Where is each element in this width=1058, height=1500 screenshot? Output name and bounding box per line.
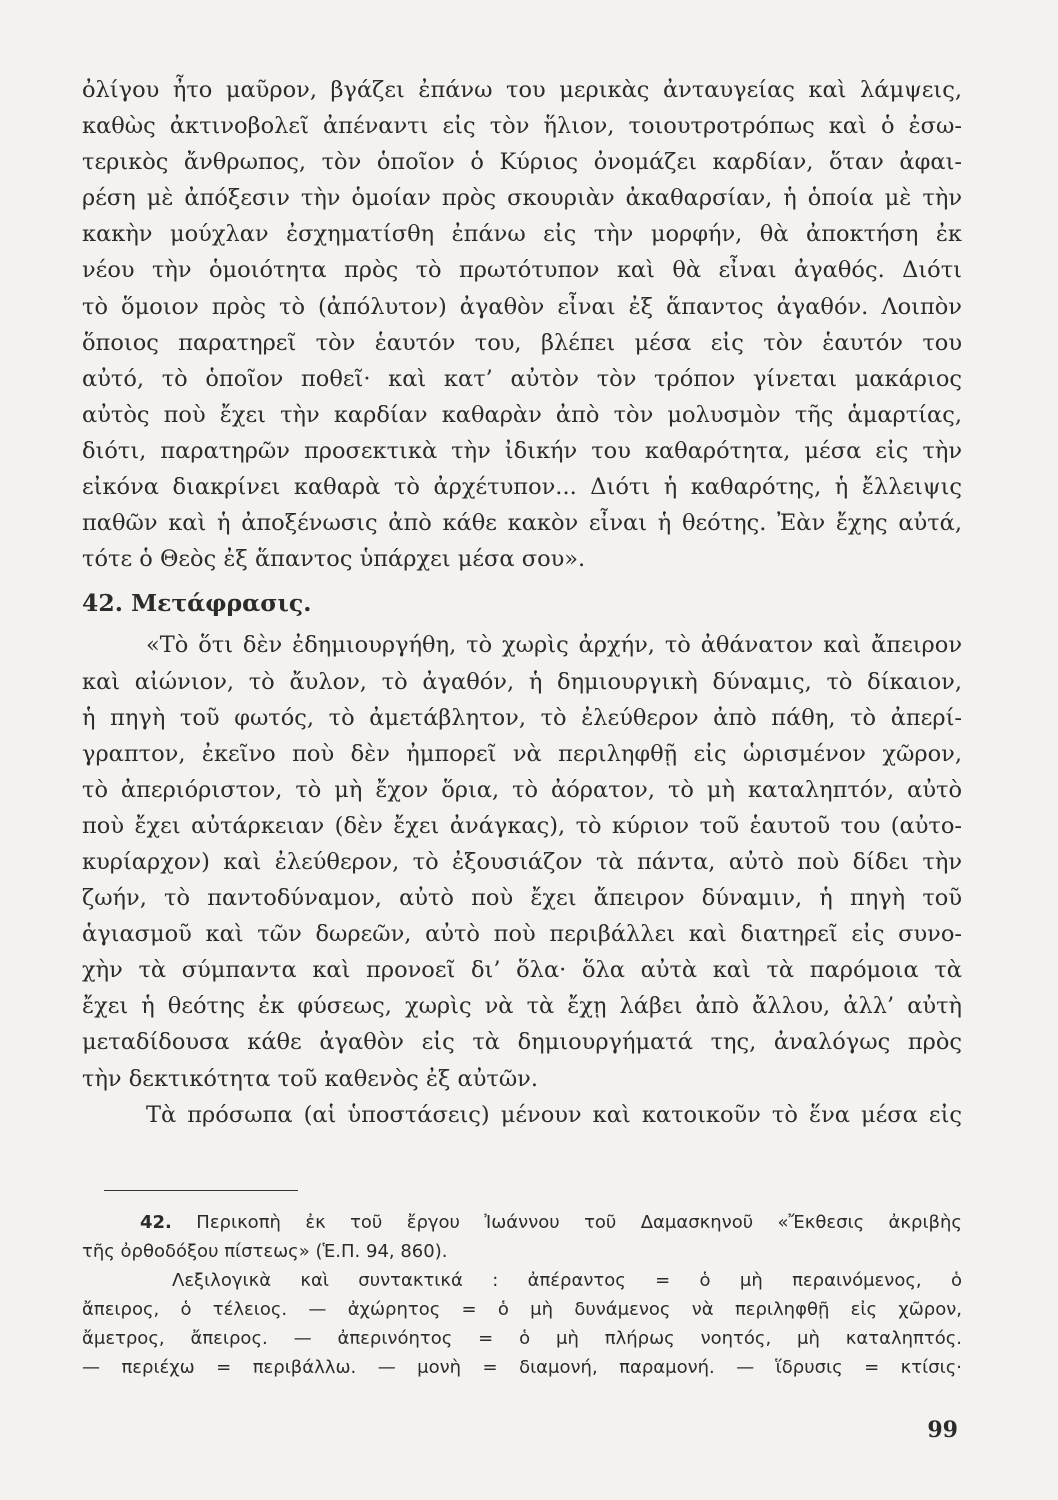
text-line: παθῶν καὶ ἡ ἀποξένωσις ἀπὸ κάθε κακὸν εἶναι ἡ θεότης. Ἐὰν ἔχης αὐτά, (82, 510, 962, 537)
text-line: μεταδίδουσα κάθε ἀγαθὸν εἰς τὰ δημιουργήματά της, ἀναλόγως πρὸς (82, 1029, 962, 1056)
footnote-line: ἄμετρος, ἄπειρος. — ἀπερινόητος = ὁ μὴ πλήρως νοητός, μὴ καταληπτός. (82, 1328, 962, 1349)
text-line: τὸ ὅμοιον πρὸς τὸ (ἀπόλυτον) ἀγαθὸν εἶναι ἐξ ἅπαντος ἀγαθόν. Λοιπὸν (82, 293, 962, 320)
text-line: κυρίαρχον) καὶ ἐλεύθερον, τὸ ἐξουσιάζον τὰ πάντα, αὐτὸ ποὺ δίδει τὴν (82, 848, 962, 875)
text-line: ὀλίγου ἦτο μαῦρον, βγάζει ἐπάνω του μερικὰς ἀνταυγείας καὶ λάμψεις, (82, 77, 962, 103)
text-line: τὴν δεκτικότητα τοῦ καθενὸς ἐξ αὐτῶν. (82, 1065, 538, 1092)
text-line: τερικὸς ἄνθρωπος, τὸν ὁποῖον ὁ Κύριος ὀνομάζει καρδίαν, ὅταν ἀφαι- (82, 149, 962, 176)
text-line: διότι, παρατηρῶν προσεκτικὰ τὴν ἰδικήν του καθαρότητα, μέσα εἰς τὴν (82, 437, 962, 464)
text-line: εἰκόνα διακρίνει καθαρὰ τὸ ἀρχέτυπον... Διότι ἡ καθαρότης, ἡ ἔλλειψις (82, 474, 962, 501)
page-number: 99 (927, 1417, 958, 1443)
text-line: νέου τὴν ὁμοιότητα πρὸς τὸ πρωτότυπον καὶ θὰ εἶναι ἀγαθός. Διότι (82, 257, 962, 284)
text-line: ζωήν, τὸ παντοδύναμον, αὐτὸ ποὺ ἔχει ἄπειρον δύναμιν, ἡ πηγὴ τοῦ (82, 885, 962, 912)
text-line: τὸ ἀπεριόριστον, τὸ μὴ ἔχον ὅρια, τὸ ἀόρατον, τὸ μὴ καταληπτόν, αὐτὸ (82, 776, 962, 803)
footnote-rule (104, 1190, 298, 1191)
text-line: «Τὸ ὅτι δὲν ἐδημιουργήθη, τὸ χωρὶς ἀρχήν, τὸ ἀθάνατον καὶ ἄπειρον (146, 632, 962, 659)
footnote-number: 42. (140, 1212, 172, 1233)
text-line: ρέση μὲ ἀπόξεσιν τὴν ὁμοίαν πρὸς σκουριὰν ἀκαθαρσίαν, ἡ ὁποία μὲ τὴν (82, 185, 962, 212)
footnotes (82, 1208, 962, 1382)
text-line: χὴν τὰ σύμπαντα καὶ προνοεῖ δι’ ὅλα· ὅλα αὐτὰ καὶ τὰ παρόμοια τὰ (82, 957, 962, 984)
footnote-line: τῆς ὀρθοδόξου πίστεως» (Ἑ.Π. 94, 860). (82, 1241, 448, 1262)
footnote-line: ἄπειρος, ὁ τέλειος. — ἀχώρητος = ὁ μὴ δυνάμενος νὰ περιληφθῇ εἰς χῶρον, (82, 1299, 962, 1320)
footnote-text: Περικοπὴ ἐκ τοῦ ἔργου Ἰωάννου τοῦ Δαμασκηνοῦ «Ἔκθεσις ἀκριβὴς (196, 1212, 962, 1233)
text-line: τότε ὁ Θεὸς ἐξ ἅπαντος ὑπάρχει μέσα σου». (82, 546, 586, 573)
footnote-line: Λεξιλογικὰ καὶ συντακτικά : ἀπέραντος = ὁ μὴ περαινόμενος, ὁ (172, 1270, 962, 1291)
text-line: Τὰ πρόσωπα (αἱ ὑποστάσεις) μένουν καὶ κατοικοῦν τὸ ἕνα μέσα εἰς (146, 1101, 962, 1128)
footnote-line: — περιέχω = περιβάλλω. — μονὴ = διαμονή, παραμονή. — ἵδρυσις = κτίσις· (82, 1357, 962, 1378)
text-line: ποὺ ἔχει αὐτάρκειαν (δὲν ἔχει ἀνάγκας), τὸ κύριον τοῦ ἑαυτοῦ του (αὐτο- (82, 812, 962, 839)
text-line: κακὴν μούχλαν ἐσχηματίσθη ἐπάνω εἰς τὴν μορφήν, θὰ ἀποκτήση ἐκ (82, 221, 962, 248)
section-heading: 42. Μετάφρασις. (82, 589, 312, 618)
text-line: γραπτον, ἐκεῖνο ποὺ δὲν ἠμπορεῖ νὰ περιληφθῇ εἰς ὡρισμένον χῶρον, (82, 740, 962, 767)
text-line: καὶ αἰώνιον, τὸ ἄυλον, τὸ ἀγαθόν, ἡ δημιουργικὴ δύναμις, τὸ δίκαιον, (82, 668, 962, 695)
text-line: ἔχει ἡ θεότης ἐκ φύσεως, χωρὶς νὰ τὰ ἔχῃ λάβει ἀπὸ ἄλλου, ἀλλ’ αὐτὴ (82, 993, 962, 1020)
text-line: ἡ πηγὴ τοῦ φωτός, τὸ ἀμετάβλητον, τὸ ἐλεύθερον ἀπὸ πάθη, τὸ ἀπερί- (82, 704, 962, 731)
text-line: ὅποιος παρατηρεῖ τὸν ἑαυτόν του, βλέπει μέσα εἰς τὸν ἑαυτόν του (82, 329, 962, 356)
text-line: αὐτὸς ποὺ ἔχει τὴν καρδίαν καθαρὰν ἀπὸ τὸν μολυσμὸν τῆς ἁμαρτίας, (82, 401, 962, 428)
main-text (82, 72, 962, 1133)
text-line: ἁγιασμοῦ καὶ τῶν δωρεῶν, αὐτὸ ποὺ περιβάλλει καὶ διατηρεῖ εἰς συνο- (82, 921, 962, 948)
footnote-line (82, 1208, 962, 1237)
text-line: καθὼς ἀκτινοβολεῖ ἀπέναντι εἰς τὸν ἥλιον, τοιουτροτρόπως καὶ ὁ ἐσω- (82, 113, 962, 140)
text-line: αὐτό, τὸ ὁποῖον ποθεῖ· καὶ κατ’ αὐτὸν τὸν τρόπον γίνεται μακάριος (82, 365, 962, 392)
